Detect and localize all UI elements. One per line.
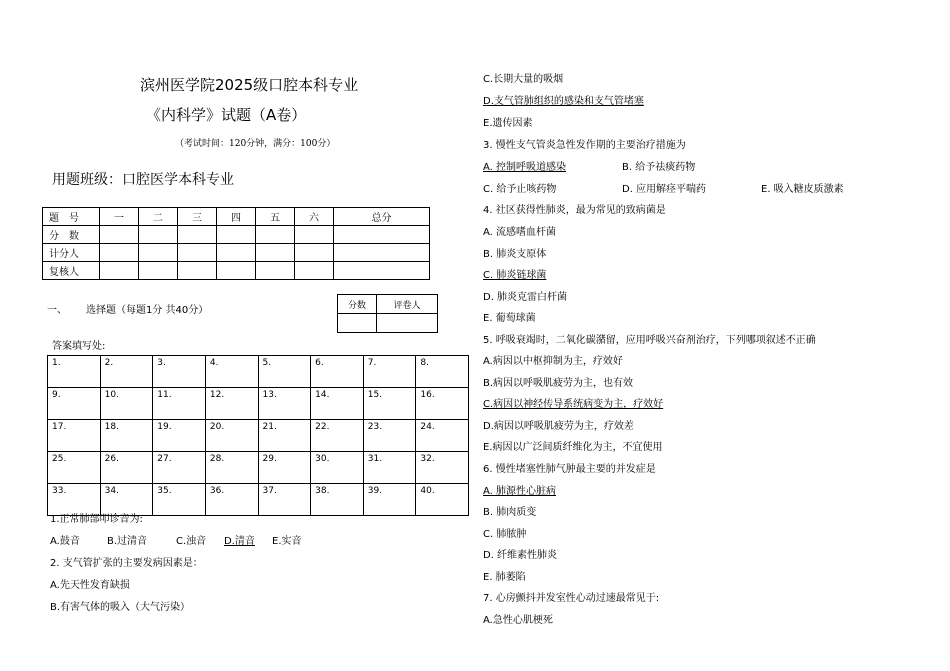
score-table — [42, 207, 430, 280]
answer-label: 答案填写处: — [52, 341, 106, 352]
answer-cell[interactable]: 13. — [258, 388, 311, 420]
score-cell[interactable] — [334, 244, 430, 262]
q4-option-a: A. 流感嗜血杆菌 — [483, 227, 557, 238]
question-6: 6. 慢性堵塞性肺气肿最主要的并发症是 — [483, 464, 656, 475]
answer-grid — [47, 355, 469, 516]
score-row-label: 复核人 — [43, 262, 100, 280]
score-cell[interactable] — [178, 244, 217, 262]
grader-score-label: 分数 — [338, 295, 377, 314]
answer-cell[interactable]: 22. — [311, 420, 364, 452]
q6-option-b: B. 肺肉质变 — [483, 507, 537, 518]
question-7: 7. 心房颤抖并发室性心动过速最常见于: — [483, 593, 660, 604]
score-header-cell: 六 — [295, 208, 334, 226]
q2-option-d: D.支气管肺组织的感染和支气管堵塞 — [483, 96, 644, 107]
q2-option-a: A.先天性发育缺损 — [50, 580, 130, 591]
grader-box — [337, 294, 438, 333]
answer-row — [48, 452, 469, 484]
score-cell[interactable] — [217, 244, 256, 262]
score-cell[interactable] — [256, 226, 295, 244]
exam-info: （考试时间：120分钟，满分：100分） — [175, 139, 336, 149]
score-cell[interactable] — [217, 262, 256, 280]
score-header-cell: 题 号 — [43, 208, 100, 226]
grader-score-cell[interactable] — [338, 314, 377, 333]
answer-cell[interactable]: 1. — [48, 356, 101, 388]
score-header-cell: 一 — [100, 208, 139, 226]
answer-cell[interactable]: 24. — [416, 420, 469, 452]
section-number: 一、 — [47, 305, 67, 316]
q5-option-e: E.病因以广泛间质纤维化为主，不宜使用 — [483, 442, 663, 453]
answer-cell[interactable]: 16. — [416, 388, 469, 420]
q3-option-b: B. 给予祛痰药物 — [622, 162, 696, 173]
answer-cell[interactable]: 32. — [416, 452, 469, 484]
answer-row — [48, 420, 469, 452]
answer-cell[interactable]: 23. — [363, 420, 416, 452]
answer-cell[interactable]: 39. — [363, 484, 416, 516]
score-cell[interactable] — [256, 262, 295, 280]
score-cell[interactable] — [178, 226, 217, 244]
answer-cell[interactable]: 29. — [258, 452, 311, 484]
answer-cell[interactable]: 5. — [258, 356, 311, 388]
score-table-header — [43, 208, 430, 226]
score-row-label: 计分人 — [43, 244, 100, 262]
score-cell[interactable] — [139, 262, 178, 280]
score-header-cell: 三 — [178, 208, 217, 226]
answer-cell[interactable]: 12. — [205, 388, 258, 420]
q1-option-a: A.鼓音 — [50, 536, 80, 547]
question-5: 5. 呼吸衰竭时，二氧化碳潴留，应用呼吸兴奋剂治疗，下列哪项叙述不正确 — [483, 335, 816, 346]
answer-cell[interactable]: 35. — [153, 484, 206, 516]
score-cell[interactable] — [334, 262, 430, 280]
score-header-cell: 总分 — [334, 208, 430, 226]
q3-option-e: E. 吸入糖皮质激素 — [761, 184, 844, 195]
q1-option-c: C.浊音 — [176, 536, 207, 547]
score-cell[interactable] — [100, 262, 139, 280]
answer-cell[interactable]: 28. — [205, 452, 258, 484]
q5-option-c: C.病因以神经传导系统病变为主，疗效好 — [483, 399, 664, 410]
score-cell[interactable] — [139, 244, 178, 262]
q1-option-d: D.清音 — [224, 536, 255, 547]
q4-option-c: C. 肺炎链球菌 — [483, 270, 547, 281]
answer-cell[interactable]: 17. — [48, 420, 101, 452]
answer-cell[interactable]: 19. — [153, 420, 206, 452]
answer-cell[interactable]: 6. — [311, 356, 364, 388]
answer-cell[interactable]: 33. — [48, 484, 101, 516]
class-label: 用题班级：口腔医学本科专业 — [52, 172, 234, 188]
q3-option-c: C. 给予止咳药物 — [483, 184, 557, 195]
answer-cell[interactable]: 2. — [100, 356, 153, 388]
answer-cell[interactable]: 4. — [205, 356, 258, 388]
score-cell[interactable] — [295, 244, 334, 262]
score-cell[interactable] — [100, 226, 139, 244]
q3-option-a: A. 控制呼吸道感染 — [483, 162, 567, 173]
answer-cell[interactable]: 34. — [100, 484, 153, 516]
section-title: 选择题（每题1分 共40分） — [86, 305, 209, 316]
q5-option-b: B.病因以呼吸肌疲劳为主，也有效 — [483, 378, 634, 389]
answer-cell[interactable]: 15. — [363, 388, 416, 420]
score-row — [43, 226, 430, 244]
score-row-label: 分 数 — [43, 226, 100, 244]
answer-cell[interactable]: 25. — [48, 452, 101, 484]
answer-cell[interactable]: 40. — [416, 484, 469, 516]
score-header-cell: 四 — [217, 208, 256, 226]
answer-cell[interactable]: 8. — [416, 356, 469, 388]
score-cell[interactable] — [100, 244, 139, 262]
q6-option-d: D. 纤维素性肺炎 — [483, 550, 558, 561]
q2-option-b: B.有害气体的吸入（大气污染） — [50, 602, 191, 613]
answer-cell[interactable]: 14. — [311, 388, 364, 420]
score-cell[interactable] — [217, 226, 256, 244]
question-1: 1.正常肺部叩诊音为: — [50, 514, 143, 525]
answer-row — [48, 356, 469, 388]
answer-row — [48, 388, 469, 420]
answer-cell[interactable]: 20. — [205, 420, 258, 452]
exam-title: 滨州医学院2025级口腔本科专业 — [140, 76, 359, 94]
answer-cell[interactable]: 18. — [100, 420, 153, 452]
answer-cell[interactable]: 36. — [205, 484, 258, 516]
score-cell[interactable] — [295, 262, 334, 280]
q5-option-a: A.病因以中枢抑制为主，疗效好 — [483, 356, 623, 367]
answer-cell[interactable]: 11. — [153, 388, 206, 420]
answer-cell[interactable]: 38. — [311, 484, 364, 516]
score-cell[interactable] — [256, 244, 295, 262]
q6-option-c: C. 肺脓肿 — [483, 529, 527, 540]
q2-option-c: C.长期大量的吸烟 — [483, 74, 564, 85]
score-cell[interactable] — [178, 262, 217, 280]
q2-option-e: E.遗传因素 — [483, 118, 533, 129]
q1-option-e: E.实音 — [272, 536, 302, 547]
q6-option-a: A. 肺源性心脏病 — [483, 486, 557, 497]
q1-option-b: B.过清音 — [107, 536, 148, 547]
answer-cell[interactable]: 31. — [363, 452, 416, 484]
question-4: 4. 社区获得性肺炎，最为常见的致病菌是 — [483, 205, 666, 216]
answer-cell[interactable]: 30. — [311, 452, 364, 484]
score-cell[interactable] — [139, 226, 178, 244]
grader-name-cell[interactable] — [377, 314, 438, 333]
q4-option-d: D. 肺炎克雷白杆菌 — [483, 292, 568, 303]
score-header-cell: 五 — [256, 208, 295, 226]
score-header-cell: 二 — [139, 208, 178, 226]
answer-cell[interactable]: 27. — [153, 452, 206, 484]
q4-option-b: B. 肺炎支原体 — [483, 249, 547, 260]
score-cell[interactable] — [295, 226, 334, 244]
answer-cell[interactable]: 7. — [363, 356, 416, 388]
grader-name-label: 评卷人 — [377, 295, 438, 314]
answer-cell[interactable]: 10. — [100, 388, 153, 420]
exam-subtitle: 《内科学》试题（A卷） — [146, 106, 307, 124]
score-cell[interactable] — [334, 226, 430, 244]
q4-option-e: E. 葡萄球菌 — [483, 313, 536, 324]
q5-option-d: D.病因以呼吸肌疲劳为主，疗效差 — [483, 421, 634, 432]
answer-cell[interactable]: 21. — [258, 420, 311, 452]
score-row — [43, 262, 430, 280]
q7-option-a: A.急性心肌梗死 — [483, 615, 553, 626]
score-row — [43, 244, 430, 262]
question-3: 3. 慢性支气管炎急性发作期的主要治疗措施为 — [483, 140, 686, 151]
answer-cell[interactable]: 9. — [48, 388, 101, 420]
question-2: 2. 支气管扩张的主要发病因素是： — [50, 558, 203, 569]
answer-cell[interactable]: 26. — [100, 452, 153, 484]
answer-cell[interactable]: 37. — [258, 484, 311, 516]
q3-option-d: D. 应用解痉平喘药 — [622, 184, 707, 195]
q6-option-e: E. 肺萎陷 — [483, 572, 526, 583]
answer-cell[interactable]: 3. — [153, 356, 206, 388]
